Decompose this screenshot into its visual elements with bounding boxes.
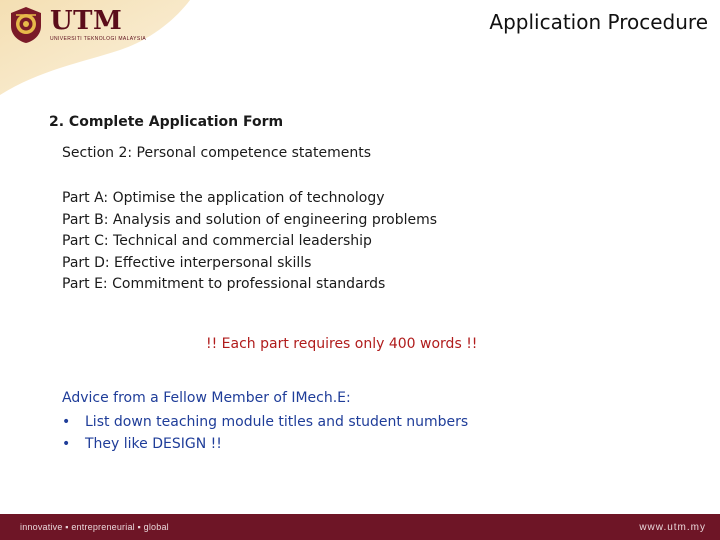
footer-bar bbox=[0, 514, 720, 540]
bullet-icon: • bbox=[62, 414, 71, 430]
list-item-part-a: Part A: Optimise the application of technology bbox=[62, 190, 385, 206]
advice-title: Advice from a Fellow Member of IMech.E: bbox=[62, 390, 351, 406]
logo-subtext: UNIVERSITI TEKNOLOGI MALAYSIA bbox=[50, 36, 147, 42]
page-title: Application Procedure bbox=[489, 10, 708, 34]
section-subheading: Section 2: Personal competence statements bbox=[62, 145, 372, 161]
list-item-part-e: Part E: Commitment to professional standards bbox=[62, 276, 386, 292]
list-item-part-c: Part C: Technical and commercial leadership bbox=[62, 233, 372, 249]
list-item-part-b: Part B: Analysis and solution of engineering problems bbox=[62, 211, 438, 228]
advice-list bbox=[62, 412, 468, 455]
advice-item-text: List down teaching module titles and student numbers bbox=[85, 414, 469, 430]
utm-crest-icon bbox=[8, 6, 44, 44]
bullet-icon: • bbox=[62, 435, 71, 452]
parts-list bbox=[62, 188, 437, 296]
logo-wordmark: UTM bbox=[50, 6, 123, 36]
footer-tagline: innovative ▪ entrepreneurial ▪ global bbox=[20, 522, 169, 532]
advice-item bbox=[62, 412, 468, 434]
advice-item-text: They like DESIGN !! bbox=[85, 435, 222, 452]
advice-item bbox=[62, 434, 468, 456]
word-limit-notice: !! Each part requires only 400 words !! bbox=[206, 336, 478, 352]
list-item-part-d: Part D: Effective interpersonal skills bbox=[62, 254, 312, 271]
footer-url: www.utm.my bbox=[639, 521, 706, 533]
utm-logo bbox=[8, 6, 146, 44]
section-heading: 2. Complete Application Form bbox=[49, 114, 284, 130]
